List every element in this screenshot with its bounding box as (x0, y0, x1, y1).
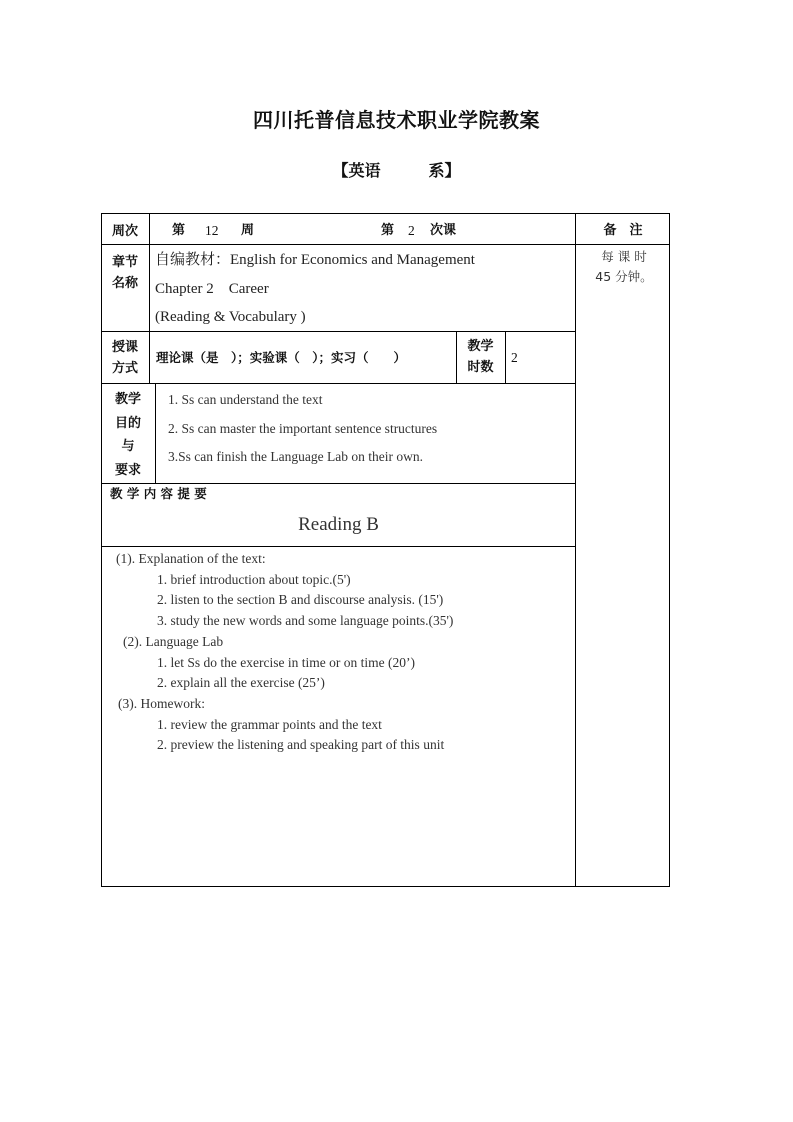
content-label: 教 学 内 容 提 要 (110, 486, 207, 501)
department-heading (0, 158, 793, 181)
section-item: 1. let Ss do the exercise in time or on time (20’) (157, 654, 415, 670)
chapter-name (155, 246, 475, 332)
document-title: 四川托普信息技术职业学院教案 (253, 108, 540, 132)
week-label: 周次 (111, 224, 138, 239)
section-item: 1. review the grammar points and the text (157, 716, 382, 732)
section-item: 1. brief introduction about topic.(5') (157, 571, 351, 587)
objective-item: 1. Ss can understand the text (168, 392, 323, 407)
hours-label-line-2: 时数 (467, 360, 494, 375)
section-item: 2. listen to the section B and discourse analysis. (15') (157, 592, 444, 608)
notes-label: 备 注 (603, 223, 643, 238)
hours-label-line-1: 教学 (467, 339, 494, 354)
lesson-prefix: 第 (381, 223, 395, 238)
section-item: 3. study the new words and some language points.(35') (157, 613, 454, 629)
chapter-label (101, 252, 149, 294)
objectives-label-line-4: 要求 (114, 462, 141, 478)
content-body (116, 549, 453, 756)
section-heading: (1). Explanation of the text: (116, 551, 266, 566)
hours-value: 2 (511, 350, 518, 365)
chapter-line-3: (Reading & Vocabulary ) (155, 309, 306, 325)
chapter-label-line-2: 名称 (111, 276, 138, 291)
section-item: 2. preview the listening and speaking part of this unit (157, 737, 445, 753)
objectives-label-line-3: 与 (121, 439, 135, 454)
section-heading: (3). Homework: (118, 695, 205, 711)
notes-line-1: 每 课 时 (601, 249, 647, 264)
method-label-line-2: 方式 (111, 361, 138, 376)
objective-item: 2. Ss can master the important sentence structures (168, 420, 438, 436)
method-label (101, 337, 149, 379)
week-suffix: 周 (241, 223, 255, 238)
method-value: 理论课（是 ）；实验课（ ）；实习（ ） (156, 350, 407, 365)
week-prefix: 第 (172, 223, 186, 238)
section-item: 2. explain all the exercise (25’) (157, 675, 325, 691)
department-open: 【英语 (332, 161, 381, 180)
chapter-line-1: 自编教材：English for Economics and Management (155, 252, 475, 268)
section-heading: (2). Language Lab (123, 633, 224, 649)
objective-item: 3.Ss can finish the Language Lab on their own. (168, 449, 423, 464)
objectives-label-line-2: 目的 (114, 415, 141, 431)
chapter-line-2: Chapter 2 Career (155, 280, 269, 297)
week-number: 12 (205, 223, 219, 238)
content-heading: Reading B (298, 514, 379, 535)
notes-content (580, 247, 668, 287)
chapter-label-line-1: 章节 (111, 255, 138, 270)
lesson-suffix: 次课 (430, 223, 457, 238)
department-close: 系】 (428, 161, 461, 180)
lesson-number: 2 (408, 223, 415, 238)
objectives-label-line-1: 教学 (114, 392, 141, 407)
hours-label (456, 336, 505, 378)
objectives-list (168, 386, 437, 472)
notes-line-2: 45 分钟。 (595, 269, 653, 284)
objectives-label (101, 388, 155, 482)
method-label-line-1: 授课 (111, 340, 138, 355)
